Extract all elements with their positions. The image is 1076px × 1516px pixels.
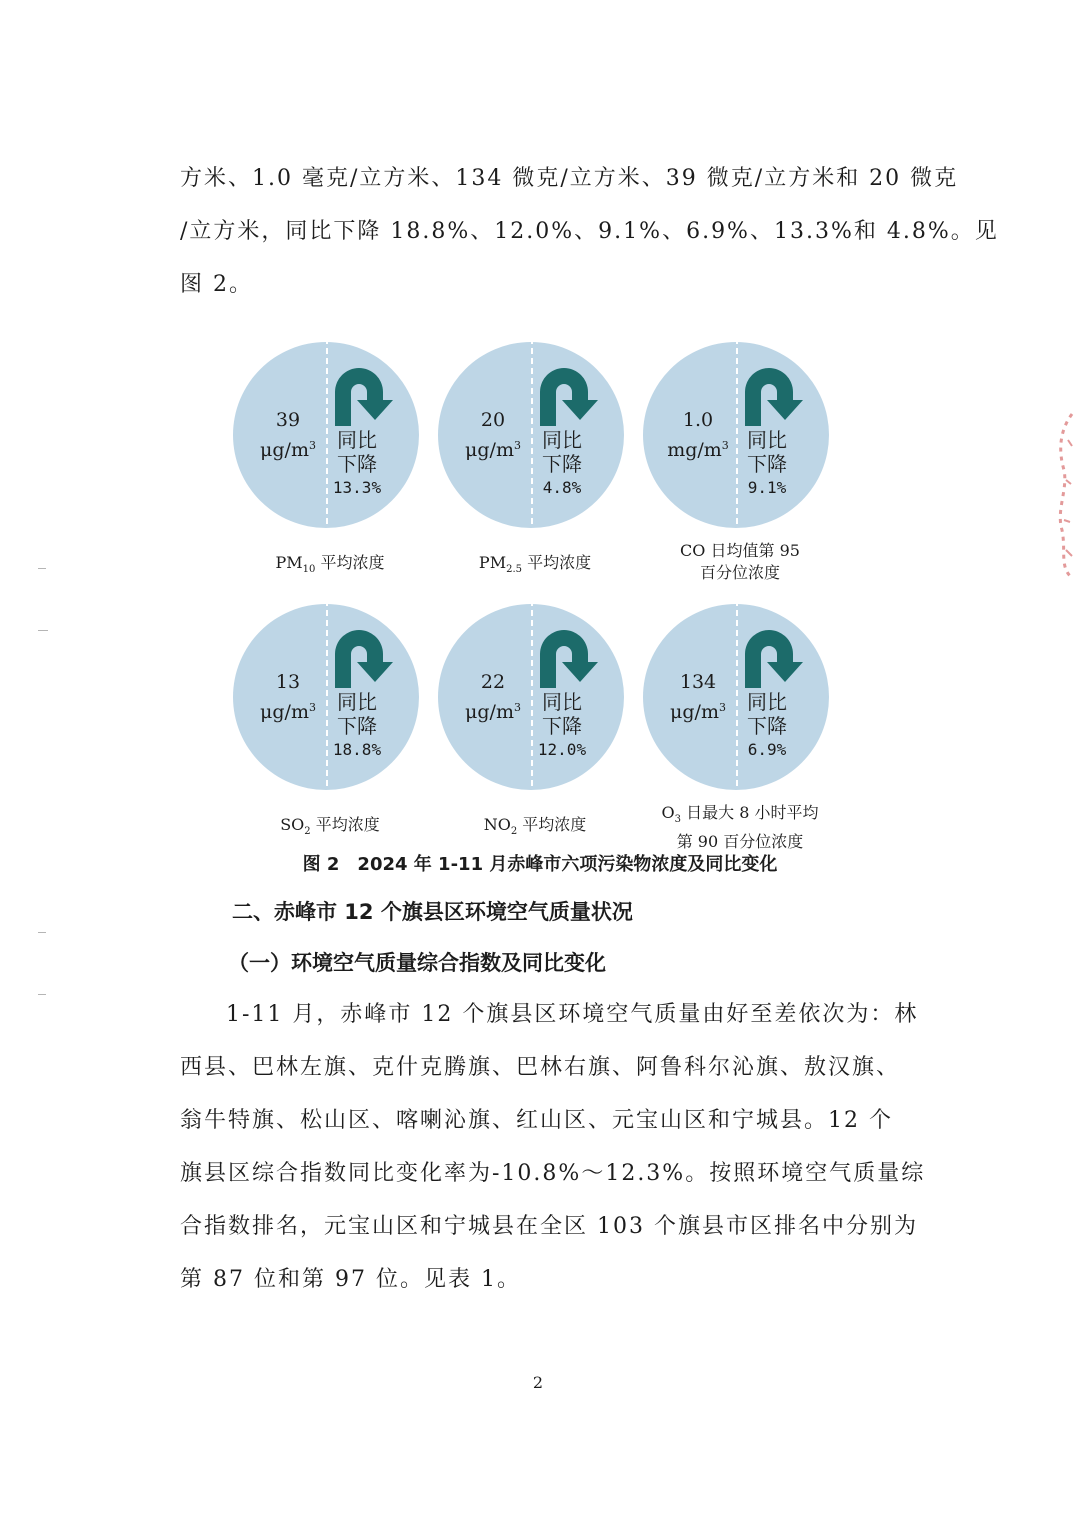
seal-stamp-edge [1050,410,1074,580]
scan-mark [38,630,48,631]
change-percent: 13.3% [332,478,382,497]
body-paragraph [180,988,926,1306]
pollutant-label: $PM_{10}$ 平均浓度 [275,553,385,576]
pollutant-circle [438,604,624,790]
scan-mark [38,932,46,933]
concentration-unit: $\mu g/m^3$ [670,701,726,723]
concentration-value: 39 [275,409,301,431]
change-percent: 12.0% [537,740,587,759]
page-number: 2 [532,1373,544,1392]
text-line: /立方米，同比下降 18.8%、12.0%、9.1%、6.9%、13.3%和 4.8%。见 [180,219,999,244]
concentration-unit: $\mu g/m^3$ [260,701,316,723]
change-direction-line1: 同比 [747,428,787,452]
concentration-unit: $mg/m^3$ [667,439,729,461]
change-direction-line2: 下降 [542,714,582,738]
curved-down-arrow-icon [739,360,807,428]
change-direction-line1: 同比 [747,690,787,714]
pollutant-circle [643,342,829,528]
pollutant-label: CO 日均值第 95 百分位浓度 [680,541,800,582]
curved-down-arrow-icon [739,622,807,690]
figure-caption: 图 2 2024 年 1-11 月赤峰市六项污染物浓度及同比变化 [302,854,778,875]
curved-down-arrow-icon [534,622,602,690]
text-line: 方米、1.0 毫克/立方米、134 微克/立方米、39 微克/立方米和 20 微克 [180,166,959,191]
concentration-value: 20 [480,409,506,431]
change-direction-line2: 下降 [747,452,787,476]
change-direction-line1: 同比 [542,690,582,714]
change-direction-line1: 同比 [337,690,377,714]
top-paragraph [180,152,999,311]
pollutant-circle [233,604,419,790]
pollutant-circle [233,342,419,528]
concentration-unit: $\mu g/m^3$ [465,439,521,461]
change-direction-line2: 下降 [337,714,377,738]
pollutant-circle [643,604,829,790]
pollutant-label: $O_3$ 日最大 8 小时平均 第 90 百分位浓度 [661,803,819,852]
change-percent: 4.8% [542,478,582,497]
concentration-value: 13 [275,671,301,693]
pollutant-label: $PM_{2.5}$ 平均浓度 [478,553,592,576]
change-percent: 9.1% [747,478,787,497]
text-line: 翁牛特旗、松山区、喀喇沁旗、红山区、元宝山区和宁城县。12 个 [180,1108,893,1133]
change-percent: 6.9% [747,740,787,759]
change-direction-line1: 同比 [542,428,582,452]
text-line: 图 2。 [180,272,253,297]
text-line: 西县、巴林左旗、克什克腾旗、巴林右旗、阿鲁科尔沁旗、敖汉旗、 [180,1055,901,1080]
text-line: 旗县区综合指数同比变化率为-10.8%～12.3%。按照环境空气质量综 [180,1161,926,1186]
scan-mark [38,994,46,995]
change-direction-line2: 下降 [337,452,377,476]
change-direction-line1: 同比 [337,428,377,452]
text-line: 1-11 月，赤峰市 12 个旗县区环境空气质量由好至差依次为：林 [226,1002,919,1027]
pollutant-circle [438,342,624,528]
pollutant-label: $SO_2$ 平均浓度 [280,815,380,838]
curved-down-arrow-icon [329,360,397,428]
text-line: 合指数排名，元宝山区和宁城县在全区 103 个旗县市区排名中分别为 [180,1214,918,1239]
pollutant-label: $NO_2$ 平均浓度 [483,815,587,838]
text-line: 第 87 位和第 97 位。见表 1。 [180,1267,521,1292]
change-direction-line2: 下降 [542,452,582,476]
scan-mark [38,568,46,569]
section-heading: 二、赤峰市 12 个旗县区环境空气质量状况 [232,900,633,924]
concentration-value: 134 [679,671,717,693]
concentration-unit: $\mu g/m^3$ [260,439,316,461]
concentration-value: 22 [480,671,506,693]
curved-down-arrow-icon [329,622,397,690]
subsection-heading: （一）环境空气质量综合指数及同比变化 [228,951,606,975]
change-percent: 18.8% [332,740,382,759]
change-direction-line2: 下降 [747,714,787,738]
concentration-unit: $\mu g/m^3$ [465,701,521,723]
curved-down-arrow-icon [534,360,602,428]
concentration-value: 1.0 [682,409,714,431]
pollutant-figure [200,330,880,850]
